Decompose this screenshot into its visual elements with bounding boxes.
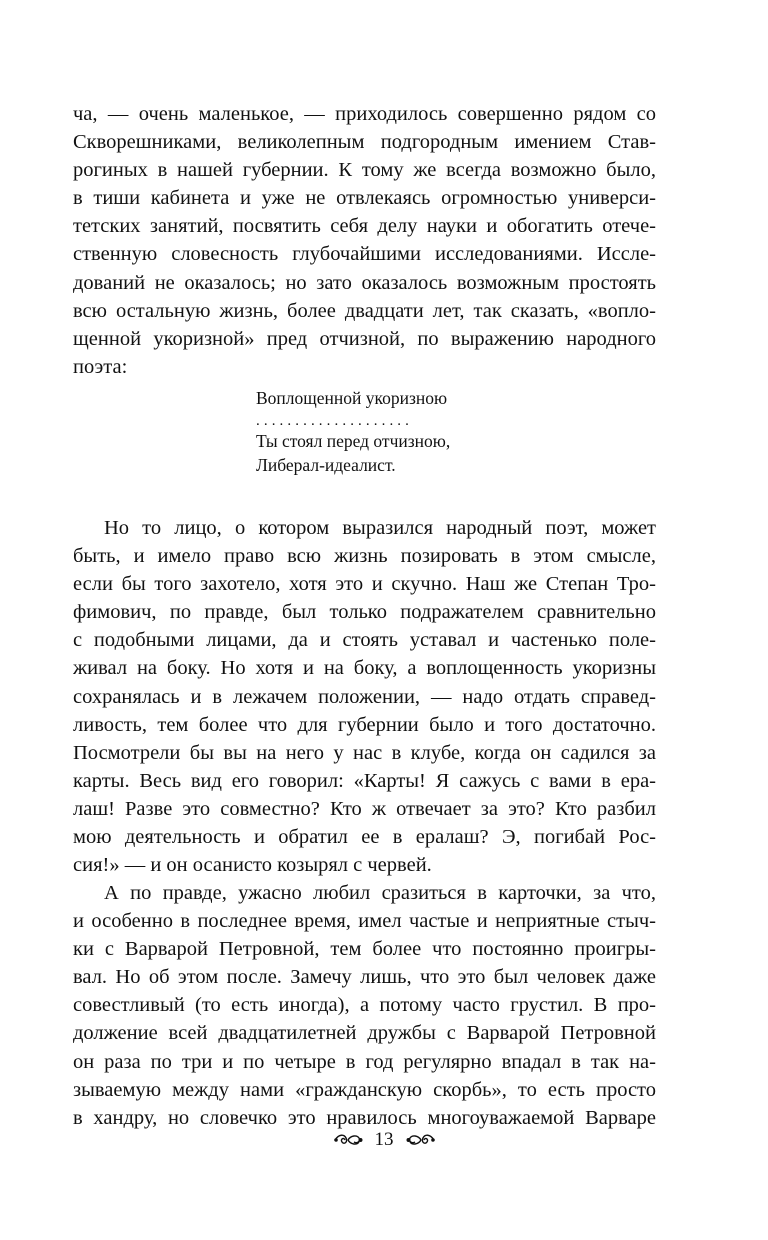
text-line: зываемую между нами «гражданскую скорбь», то есть просто [73, 1078, 656, 1101]
text-line: с подобными лицами, да и стоять уставал и частенько поле- [73, 629, 656, 652]
text-line: Скворешниками, великолепным подгородным имением Став- [73, 131, 656, 154]
text-line: вал. Но об этом после. Замечу лишь, что это был человек даже [73, 966, 656, 989]
verse-line: Либерал-идеалист. [256, 455, 396, 475]
verse-ellipsis-line: .................... [256, 412, 413, 429]
text-line: быть, и имело право всю жизнь позировать в этом смысле, [73, 545, 656, 568]
text-line: в хандру, но словечко это нравилось многоуважаемой Варваре [73, 1106, 656, 1129]
text-line: рогиных в нашей губернии. К тому же всегда возможно было, [73, 159, 656, 182]
text-line: всю остальную жизнь, более двадцати лет, так сказать, «вопло- [73, 299, 656, 322]
text-line: сия!» — и он осанисто козырял с червей. [73, 854, 432, 877]
fleuron-ornament-icon [333, 1129, 363, 1151]
verse-quote [256, 386, 556, 478]
text-line: тетских занятий, посвятить себя делу науки и обогатить отече- [73, 215, 656, 238]
paragraph-2 [73, 514, 656, 879]
paragraph-3 [73, 879, 656, 1132]
text-line: если бы того захотело, хотя это и скучно. Наш же Степан Тро- [73, 573, 656, 596]
text-line: ливость, тем более что для губернии было и того достаточно. [73, 713, 656, 736]
text-line: А по правде, ужасно любил сразиться в карточки, за что, [104, 882, 656, 904]
text-line: лаш! Разве это совместно? Кто ж отвечает за это? Кто разбил [73, 797, 656, 820]
text-line: Посмотрели бы вы на него у нас в клубе, когда он садился за [73, 741, 656, 764]
text-line: должение всей двадцатилетней дружбы с Варварой Петровной [73, 1022, 656, 1045]
text-line: и особенно в последнее время, имел частые и неприятные стыч- [73, 910, 656, 933]
text-line: совестливый (то есть иногда), а потому часто грустил. В про- [73, 994, 656, 1017]
page-number: 13 [374, 1129, 394, 1150]
text-line: живал на боку. Но хотя и на боку, а воплощенность укоризны [73, 657, 656, 680]
page-footer [0, 1124, 768, 1156]
verse-line: Ты стоял перед отчизною, [256, 430, 451, 451]
fleuron-ornament-icon [406, 1129, 436, 1151]
text-line: ки с Варварой Петровной, тем более что постоянно проигры- [73, 938, 656, 961]
text-line: ственную словесность глубочайшими исследованиями. Иссле- [73, 243, 656, 266]
text-line: ча, — очень маленькое, — приходилось совершенно рядом со [73, 103, 656, 125]
text-line: поэта: [73, 355, 128, 378]
text-line: в тиши кабинета и уже не отвлекаясь огромностью универси- [73, 187, 656, 210]
text-line: дований не оказалось; но зато оказалось возможным простоять [73, 271, 656, 294]
text-line: карты. Весь вид его говорил: «Карты! Я сажусь с вами в ера- [73, 769, 656, 792]
text-line: сохранялась и в лежачем положении, — надо отдать справед- [73, 685, 656, 708]
text-line: он раза по три и по четыре в год регулярно впадал в так на- [73, 1050, 656, 1073]
paragraph-1 [73, 100, 656, 381]
text-line: фимович, по правде, был только подражателем сравнительно [73, 601, 656, 624]
verse-line: Воплощенной укоризною [256, 388, 448, 408]
text-line: Но то лицо, о котором выразился народный поэт, может [104, 517, 656, 539]
text-line: мою деятельность и обратил ее в ералаш? Э, погибай Рос- [73, 826, 656, 849]
text-line: щенной укоризной» пред отчизной, по выражению народного [73, 327, 656, 350]
